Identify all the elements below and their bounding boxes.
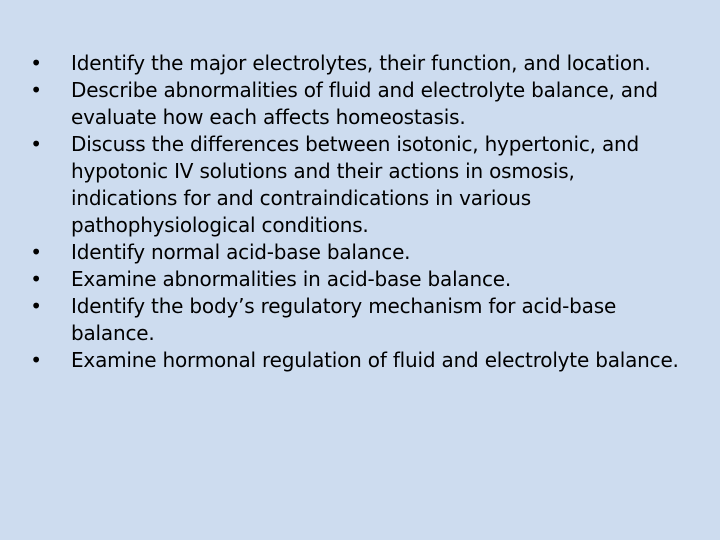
list-item (26, 131, 686, 239)
list-item-text: Identify normal acid-base balance. (71, 240, 411, 264)
list-item (26, 77, 686, 131)
bullet-icon: • (30, 240, 42, 264)
list-item-text: Examine abnormalities in acid-base balance. (71, 267, 512, 291)
objectives-list (26, 50, 686, 374)
list-item-text: Examine hormonal regulation of fluid and electrolyte balance. (71, 348, 679, 372)
list-item (26, 347, 686, 374)
list-item (26, 293, 686, 347)
list-item (26, 266, 686, 293)
list-item-text: Identify the body’s regulatory mechanism for acid-base balance. (71, 294, 617, 345)
list-item-text: Identify the major electrolytes, their function, and location. (71, 51, 651, 75)
bullet-icon: • (30, 78, 42, 102)
list-item (26, 50, 686, 77)
bullet-icon: • (30, 267, 42, 291)
list-item (26, 239, 686, 266)
bullet-icon: • (30, 51, 42, 75)
bullet-icon: • (30, 132, 42, 156)
list-item-text: Discuss the differences between isotonic, hypertonic, and hypotonic IV solutions and their actions in osmosis, indications for and contraindications in various pathophysiological conditions. (71, 132, 639, 237)
list-item-text: Describe abnormalities of fluid and electrolyte balance, and evaluate how each affects homeostasis. (71, 78, 658, 129)
bullet-icon: • (30, 348, 42, 372)
bullet-icon: • (30, 294, 42, 318)
